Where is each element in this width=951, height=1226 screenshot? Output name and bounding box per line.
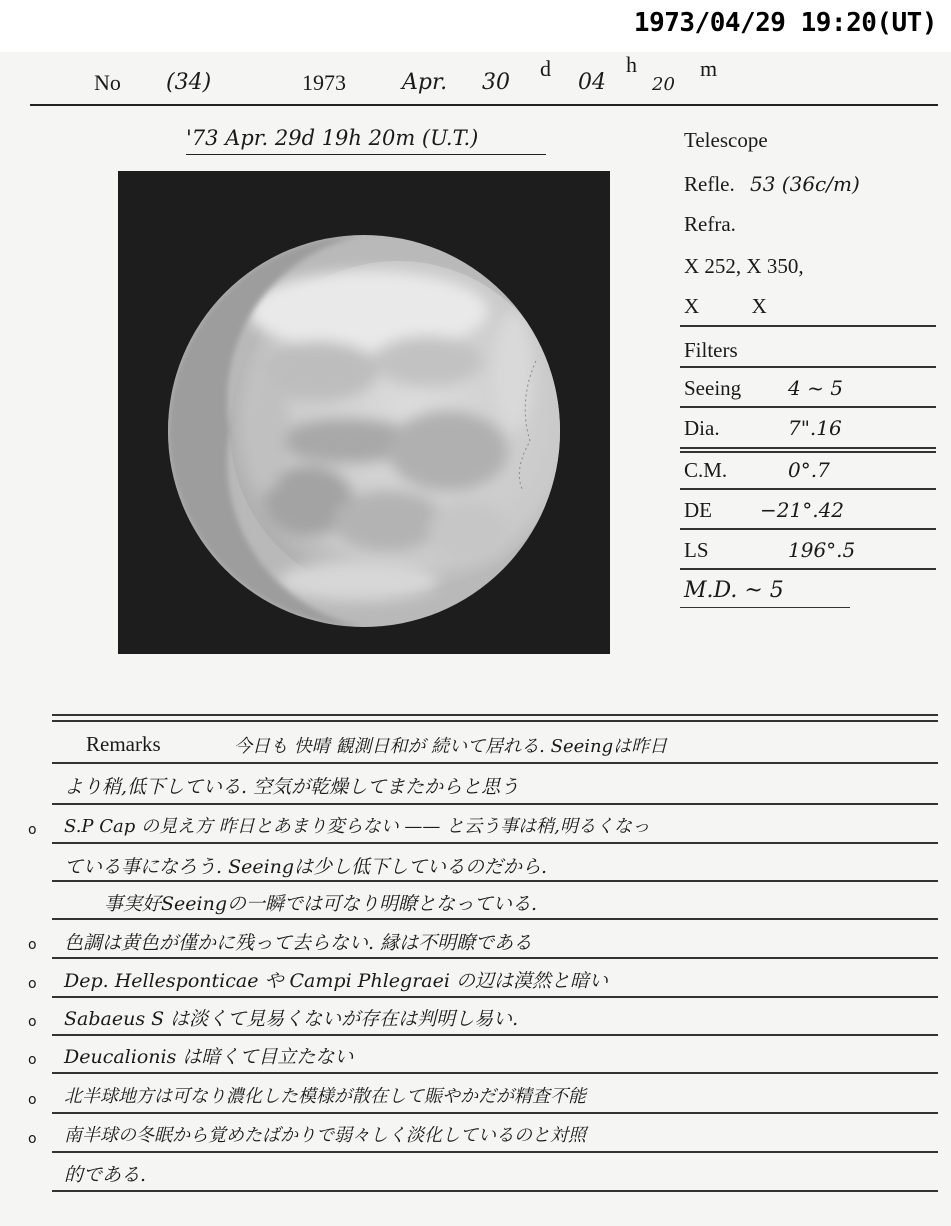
filters-divider [680, 366, 936, 368]
header-day: 30 [482, 70, 510, 95]
mars-disk-sketch [118, 171, 610, 654]
remarks-line-11: 南半球の冬眠から覚めたばかりで弱々しく淡化しているのと対照 [64, 1125, 586, 1146]
seeing-label: Seeing [684, 376, 742, 400]
header-rule [30, 104, 938, 106]
no-label: No [94, 70, 121, 95]
header-day-unit: d [540, 56, 551, 81]
cm-divider [680, 488, 936, 490]
ls-divider [680, 568, 936, 570]
cm-row [684, 458, 830, 483]
remarks-line-8: Sabaeus S は淡くて見易くないが存在は判明し易い. [64, 1008, 519, 1030]
remarks-line-2: より稍,低下している. 空気が乾燥してまたからと思う [64, 776, 520, 798]
remarks-line-3: S.P Cap の見え方 昨日とあまり変らない —— と云う事は稍,明るくなっ [64, 816, 650, 837]
bullet-icon: o [28, 1052, 37, 1068]
de-divider [680, 528, 936, 530]
bullet-icon: o [28, 1092, 37, 1108]
dia-value: 7".16 [788, 416, 842, 440]
remarks-line-4: ている事になろう. Seeingは少し低下しているのだから. [64, 856, 548, 878]
timestamp-stamp: 1973/04/29 19:20(UT) [633, 8, 937, 38]
ls-label: LS [684, 538, 709, 562]
sheet-number: (34) [166, 70, 212, 95]
cm-value: 0°.7 [788, 458, 830, 482]
refle-label: Refle. [684, 172, 735, 196]
remarks-line-1: 今日も 快晴 観測日和が 続いて居れる. Seeingは昨日 [234, 736, 668, 757]
remarks-rule [52, 1151, 938, 1153]
remarks-rule [52, 842, 938, 844]
dia-row [684, 416, 842, 441]
refle-value: 53 (36c/m) [749, 172, 860, 196]
remarks-rule [52, 996, 938, 998]
remarks-line-6: 色調は黄色が僅かに残って去らない. 縁は不明瞭である [64, 932, 533, 954]
refra-label: Refra. [684, 212, 736, 236]
remarks-line-10: 北半球地方は可なり濃化した模様が散在して賑やかだが精査不能 [64, 1086, 586, 1107]
ls-row [684, 538, 856, 563]
header-month: Apr. [402, 70, 448, 95]
remarks-rule [52, 880, 938, 882]
magnification-row-1: X 252, X 350, [684, 254, 804, 278]
dia-divider-2 [680, 451, 936, 453]
remarks-label: Remarks [86, 732, 161, 756]
magnification-row-2: X X [684, 294, 767, 318]
seeing-row [684, 376, 843, 401]
refle-row [684, 172, 860, 197]
remarks-rule [52, 918, 938, 920]
dia-label: Dia. [684, 416, 720, 440]
de-label: DE [684, 498, 712, 522]
remarks-rule [52, 1190, 938, 1192]
observation-time-underline [186, 154, 546, 155]
bullet-icon: o [28, 1131, 37, 1147]
remarks-line-7: Dep. Hellesponticae や Campi Phlegraei の辺は漠然と暗い [64, 970, 608, 992]
de-value: −21°.42 [760, 498, 845, 522]
ls-value: 196°.5 [788, 538, 856, 562]
md-value: M.D. ~ 5 [684, 578, 784, 603]
remarks-rule [52, 957, 938, 959]
telescope-title: Telescope [684, 128, 768, 152]
dia-divider-1 [680, 447, 936, 449]
remarks-line-9: Deucalionis は暗くて目立たない [64, 1046, 354, 1068]
de-row [684, 498, 845, 523]
seeing-value: 4 ~ 5 [788, 376, 843, 400]
remarks-rule [52, 1072, 938, 1074]
header-year: 1973 [302, 70, 346, 95]
remarks-line-12: 的である. [64, 1164, 147, 1186]
md-underline [680, 607, 850, 608]
header-hour-unit: h [626, 52, 637, 77]
remarks-top-rule-2 [52, 720, 938, 722]
header-minute-unit: m [700, 56, 718, 81]
bullet-icon: o [28, 937, 37, 953]
bullet-icon: o [28, 822, 37, 838]
remarks-line-5: 事実好Seeingの一瞬では可なり明瞭となっている. [104, 893, 538, 915]
remarks-rule [52, 762, 938, 764]
sheet-header [0, 52, 951, 106]
remarks-rule [52, 1034, 938, 1036]
cm-label: C.M. [684, 458, 728, 482]
header-minute: 20 [652, 74, 675, 95]
bullet-icon: o [28, 1014, 37, 1030]
mars-drawing [118, 171, 610, 654]
observation-time: '73 Apr. 29d 19h 20m (U.T.) [186, 126, 479, 150]
bullet-icon: o [28, 976, 37, 992]
filters-label: Filters [684, 338, 738, 362]
seeing-divider [680, 406, 936, 408]
telescope-divider [680, 325, 936, 327]
remarks-rule [52, 803, 938, 805]
header-hour: 04 [578, 70, 606, 95]
remarks-top-rule-1 [52, 714, 938, 716]
remarks-rule [52, 1112, 938, 1114]
